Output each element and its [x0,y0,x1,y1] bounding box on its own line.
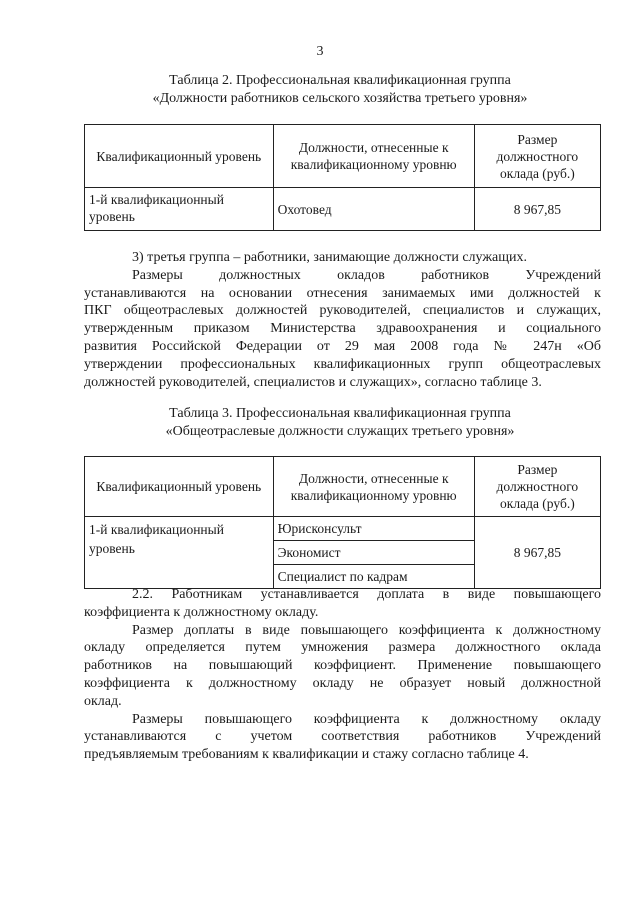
table2-cell-position: Охотовед [273,188,474,231]
table2-cell-salary: 8 967,85 [474,188,600,231]
paragraph-line: предъявляемым требованиям к квалификации и стажу согласно таблице 4. [84,747,529,763]
paragraph-line: устанавливаются на основании отнесения занимаемых ими должностей к [84,285,601,301]
paragraph-line: коэффициента к должностному окладу. [84,604,319,620]
table2-cell-level: 1-й квалификационный уровень [85,188,274,231]
paragraph-line: окладу определяется путем умножения размера должностного оклада [84,640,601,656]
table2-header-row [85,125,601,188]
paragraph-coefficient [84,586,601,764]
paragraph-line: ПКГ общеотраслевых должностей руководителей, специалистов и служащих, [84,303,601,319]
table2-caption [60,72,620,108]
paragraph-line: Размеры повышающего коэффициента к должностному окладу [132,711,601,727]
paragraph-line: коэффициента к должностному окладу не образует новый должностной [84,675,601,691]
table3-caption-line1: Таблица 3. Профессиональная квалификационная группа [169,406,511,421]
table3-row [85,517,601,541]
paragraph-line: 2.2. Работникам устанавливается доплата в виде повышающего [132,587,601,602]
paragraph-line: развития Российской Федерации от 29 мая 2008 года № 247н «Об [84,338,601,354]
paragraph-third-group [84,249,601,391]
table3-cell-position: Экономист [273,541,474,565]
table3-cell-salary: 8 967,85 [474,517,600,589]
paragraph-line: утвержденным приказом Министерства здравоохранения и социального [84,321,601,337]
table2-caption-line1: Таблица 2. Профессиональная квалификационная группа [169,73,511,88]
paragraph-line: Размер доплаты в виде повышающего коэффициента к должностному [132,622,601,638]
paragraph-line: должностей руководителей, специалистов и служащих», согласно таблице 3. [84,374,542,390]
table3-cell-position: Юрисконсульт [273,517,474,541]
table2-row [85,188,601,231]
table3-header-row [85,457,601,517]
table2-caption-line2: «Должности работников сельского хозяйства третьего уровня» [152,91,528,106]
page-number: 3 [316,44,324,59]
paragraph-line: устанавливаются с учетом соответствия работников Учреждений [84,729,601,745]
table3-header-level: Квалификационный уровень [85,457,274,517]
table3 [84,456,601,589]
paragraph-line: Размеры должностных окладов работников Учреждений [132,267,601,283]
table3-caption [60,405,620,441]
table3-cell-level: 1-й квалификационный уровень [85,517,274,589]
table2-header-level: Квалификационный уровень [85,125,274,188]
table3-caption-line2: «Общеотраслевые должности служащих третьего уровня» [165,424,515,439]
paragraph-line: оклад. [84,693,122,709]
table2-header-salary: Размер должностного оклада (руб.) [474,125,600,188]
table2 [84,124,601,231]
paragraph-line: работников на повышающий коэффициент. Применение повышающего [84,658,601,674]
table2-header-positions: Должности, отнесенные к квалификационному уровню [273,125,474,188]
table3-header-salary: Размер должностного оклада (руб.) [474,457,600,517]
table3-header-positions: Должности, отнесенные к квалификационному уровню [273,457,474,517]
paragraph-line: 3) третья группа – работники, занимающие должности служащих. [132,250,528,265]
paragraph-line: утверждении профессиональных квалификационных групп общеотраслевых [84,356,601,372]
table3-cell-position: Специалист по кадрам [273,565,474,589]
